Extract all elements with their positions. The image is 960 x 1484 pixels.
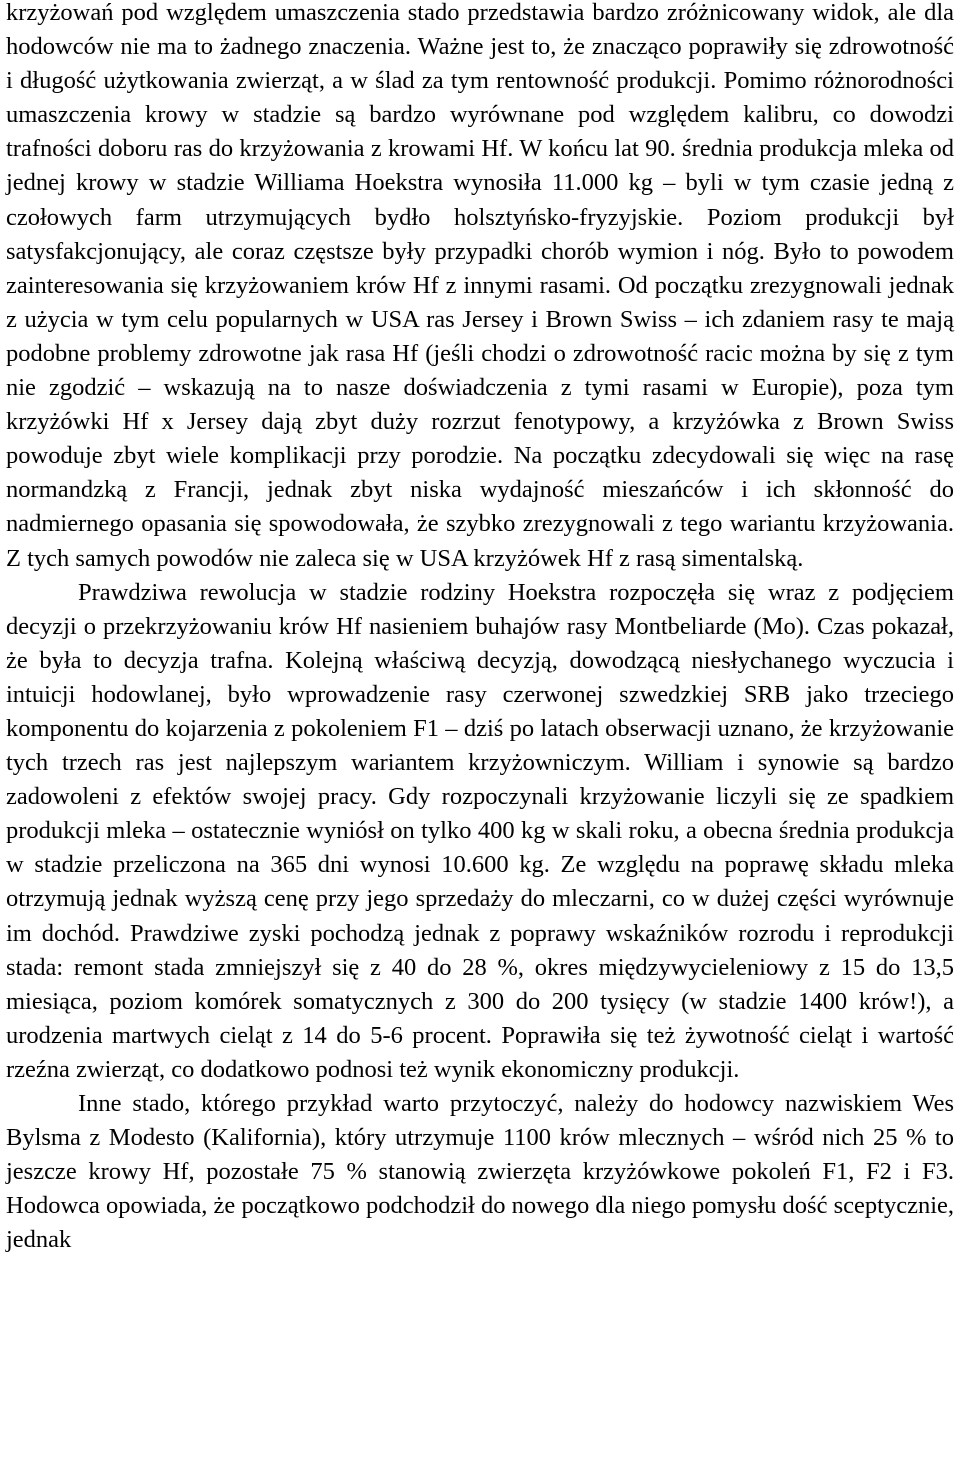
paragraph-crossbreeding-history: krzyżowań pod względem umaszczenia stado przedstawia bardzo zróżnicowany widok, ale dla hodowców nie ma to żadnego znaczenia. Ważne jest to, że znacząco poprawiły się zdrowotność i długość użytkowania zwierząt, a w ślad za tym rentowność produkcji. Pomimo różnorodności umaszczenia krowy w stadzie są bardzo wyrównane pod względem kalibru, co dowodzi trafności doboru ras do krzyżowania z krowami Hf. W końcu lat 90. średnia produkcja mleka od jednej krowy w stadzie Williama Hoekstra wynosiła 11.000 kg – byli w tym czasie jedną z czołowych farm utrzymujących bydło holsztyńsko-fryzyjskie. Poziom produkcji był satysfakcjonujący, ale coraz częstsze były przypadki chorób wymion i nóg. Było to powodem zainteresowania się krzyżowaniem krów Hf z innymi rasami. Od początku zrezygnowali jednak z użycia w tym celu popularnych w USA ras Jersey i Brown Swiss – ich zdaniem rasy te mają podobne problemy zdrowotne jak rasa Hf (jeśli chodzi o zdrowotność racic można by się z tym nie zgodzić – wskazują na to nasze doświadczenia z tymi rasami w Europie), poza tym krzyżówki Hf x Jersey dają zbyt duży rozrzut fenotypowy, a krzyżówka z Brown Swiss powoduje zbyt wiele komplikacji przy porodzie. Na początku zdecydowali się więc na rasę normandzką z Francji, jednak zbyt niska wydajność mieszańców i ich skłonność do nadmiernego opasania się spowodowała, że szybko zrezygnowali z tego wariantu krzyżowania. Z tych samych powodów nie zaleca się w USA krzyżówek Hf z rasą simentalską. [6,0,954,572]
paragraph-bylsma-herd: Inne stado, którego przykład warto przytoczyć, należy do hodowcy nazwiskiem Wes Bylsma z Modesto (Kalifornia), który utrzymuje 1100 krów mlecznych – wśród nich 25 % to jeszcze krowy Hf, pozostałe 75 % stanowią zwierzęta krzyżówkowe pokoleń F1, F2 i F3. Hodowca opowiada, że początkowo podchodził do nowego dla niego pomysłu dość sceptycznie, jednak [6,1090,954,1254]
paragraph-hoekstra-revolution: Prawdziwa rewolucja w stadzie rodziny Hoekstra rozpoczęła się wraz z podjęciem decyzji o przekrzyżowaniu krów Hf nasieniem buhajów rasy Montbeliarde (Mo). Czas pokazał, że była to decyzja trafna. Kolejną właściwą decyzją, dowodzącą niesłychanego wyczucia i intuicji hodowlanej, było wprowadzenie rasy czerwonej szwedzkiej SRB jako trzeciego komponentu do kojarzenia z pokoleniem F1 – dziś po latach obserwacji uznano, że krzyżowanie tych trzech ras jest najlepszym wariantem krzyżowniczym. William i synowie są bardzo zadowoleni z efektów swojej pracy. Gdy rozpoczynali krzyżowanie liczyli się ze spadkiem produkcji mleka – ostatecznie wyniósł on tylko 400 kg w skali roku, a obecna średnia produkcja w stadzie przeliczona na 365 dni wynosi 10.600 kg. Ze względu na poprawę składu mleka otrzymują jednak wyższą cenę przy jego sprzedaży do mleczarni, co w dużej części wyrównuje im dochód. Prawdziwe zyski pochodzą jednak z poprawy wskaźników rozrodu i reprodukcji stada: remont stada zmniejszył się z 40 do 28 %, okres międzywycieleniowy z 15 do 13,5 miesiąca, poziom komórek somatycznych z 300 do 200 tysięcy (w stadzie 1400 krów!), a urodzenia martwych cieląt z 14 do 5-6 procent. Poprawiła się też żywotność cieląt i wartość rzeźna zwierząt, co dodatkowo podnosi też wynik ekonomiczny produkcji. [6,578,954,1083]
